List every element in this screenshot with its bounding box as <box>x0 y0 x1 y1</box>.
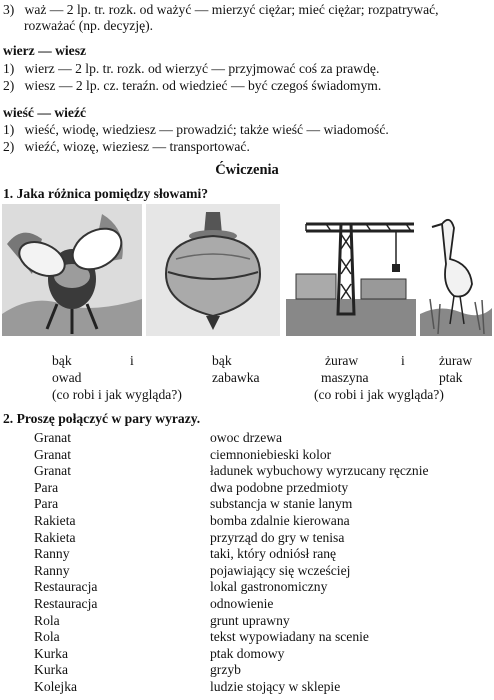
pair-word: Ranny <box>34 546 70 562</box>
label-bak-1: bąk <box>52 353 72 368</box>
pair-meaning: taki, który odniósł ranę <box>210 546 337 562</box>
spinning-top-illustration <box>146 204 280 336</box>
heading-wierz-wiesz: wierz — wiesz <box>3 43 87 58</box>
pair-meaning: ładunek wybuchowy wyrzucany ręcznie <box>210 463 429 479</box>
pair-word: Kolejka <box>34 679 78 694</box>
label-owad: owad <box>52 370 82 385</box>
label-zabawka: zabawka <box>212 370 260 385</box>
pair-word: Granat <box>34 446 71 462</box>
label-bak-2: bąk <box>212 353 232 368</box>
pair-meaning: bomba zdalnie kierowana <box>210 513 350 528</box>
pair-word: Restauracja <box>34 579 98 595</box>
pair-word: Granat <box>34 430 71 445</box>
hint-1: (co robi i jak wygląda?) <box>52 387 182 402</box>
pair-meaning: grunt uprawny <box>210 612 290 628</box>
pair-meaning: pojawiający się wcześciej <box>210 562 351 578</box>
exercise-1-title: 1. Jaka różnica pomiędzy słowami? <box>3 186 209 201</box>
label-zuraw-1: żuraw <box>325 353 359 368</box>
entry-wiezc: 2) wieźć, wiozę, wieziesz — transportować. <box>3 139 250 154</box>
exercise-2-title: 2. Proszę połączyć w pary wyrazy. <box>3 411 201 426</box>
pair-word: Rola <box>34 629 60 645</box>
picture-spinning-top <box>146 204 280 336</box>
entry-waz-line2: rozważać (np. decyzję). <box>24 18 154 33</box>
pair-meaning: lokal gastronomiczny <box>210 579 328 595</box>
label-maszyna: maszyna <box>321 370 369 385</box>
label-ptak: ptak <box>439 370 463 385</box>
crane-bird-illustration <box>420 204 492 336</box>
label-zuraw-2: żuraw <box>439 353 473 368</box>
pair-meaning: grzyb <box>210 662 241 678</box>
entry-waz-line1: 3) waż — 2 lp. tr. rozk. od ważyć — mierzyć ciężar; mieć ciężar; rozpatrywać, <box>3 2 439 17</box>
pair-meaning: owoc drzewa <box>210 430 283 445</box>
pair-meaning: tekst wypowiadany na scenie <box>210 629 369 645</box>
pair-word: Ranny <box>34 562 70 578</box>
label-i-2: i <box>401 353 405 368</box>
pair-word: Para <box>34 479 59 495</box>
label-i-1: i <box>130 353 134 368</box>
entry-wiesz: 2) wiesz — 2 lp. cz. teraźn. od wiedzieć — być czegoś świadomym. <box>3 78 382 93</box>
pair-word: Rakieta <box>34 529 76 545</box>
crane-machine-illustration <box>286 204 416 336</box>
pair-meaning: dwa podobne przedmioty <box>210 479 349 495</box>
hint-2: (co robi i jak wygląda?) <box>314 387 444 402</box>
entry-wiesc: 1) wieść, wiodę, wiedziesz — prowadzić; także wieść — wiadomość. <box>3 122 389 137</box>
pair-word: Kurka <box>34 662 68 678</box>
pair-word: Granat <box>34 463 71 479</box>
pair-meaning: substancja w stanie lanym <box>210 496 353 512</box>
pair-word: Rakieta <box>34 513 76 528</box>
picture-crane-bird <box>420 204 492 336</box>
pair-meaning: ciemnoniebieski kolor <box>210 446 332 462</box>
picture-crane-machine <box>286 204 416 336</box>
pair-meaning: przyrząd do gry w tenisa <box>210 529 345 545</box>
heading-wiesc-wiezc: wieść — wieźć <box>3 105 87 120</box>
bumblebee-illustration <box>2 204 142 336</box>
pair-word: Para <box>34 496 59 512</box>
pair-meaning: ludzie stojący w sklepie <box>210 679 341 694</box>
entry-wierz: 1) wierz — 2 lp. tr. rozk. od wierzyć — przyjmować coś za prawdę. <box>3 61 380 76</box>
picture-bumblebee <box>2 204 142 336</box>
pair-word: Restauracja <box>34 596 98 611</box>
pair-word: Kurka <box>34 645 68 661</box>
pair-word: Rola <box>34 612 60 628</box>
section-title: Ćwiczenia <box>215 162 279 178</box>
pair-meaning: odnowienie <box>210 596 274 611</box>
pair-meaning: ptak domowy <box>210 645 285 661</box>
